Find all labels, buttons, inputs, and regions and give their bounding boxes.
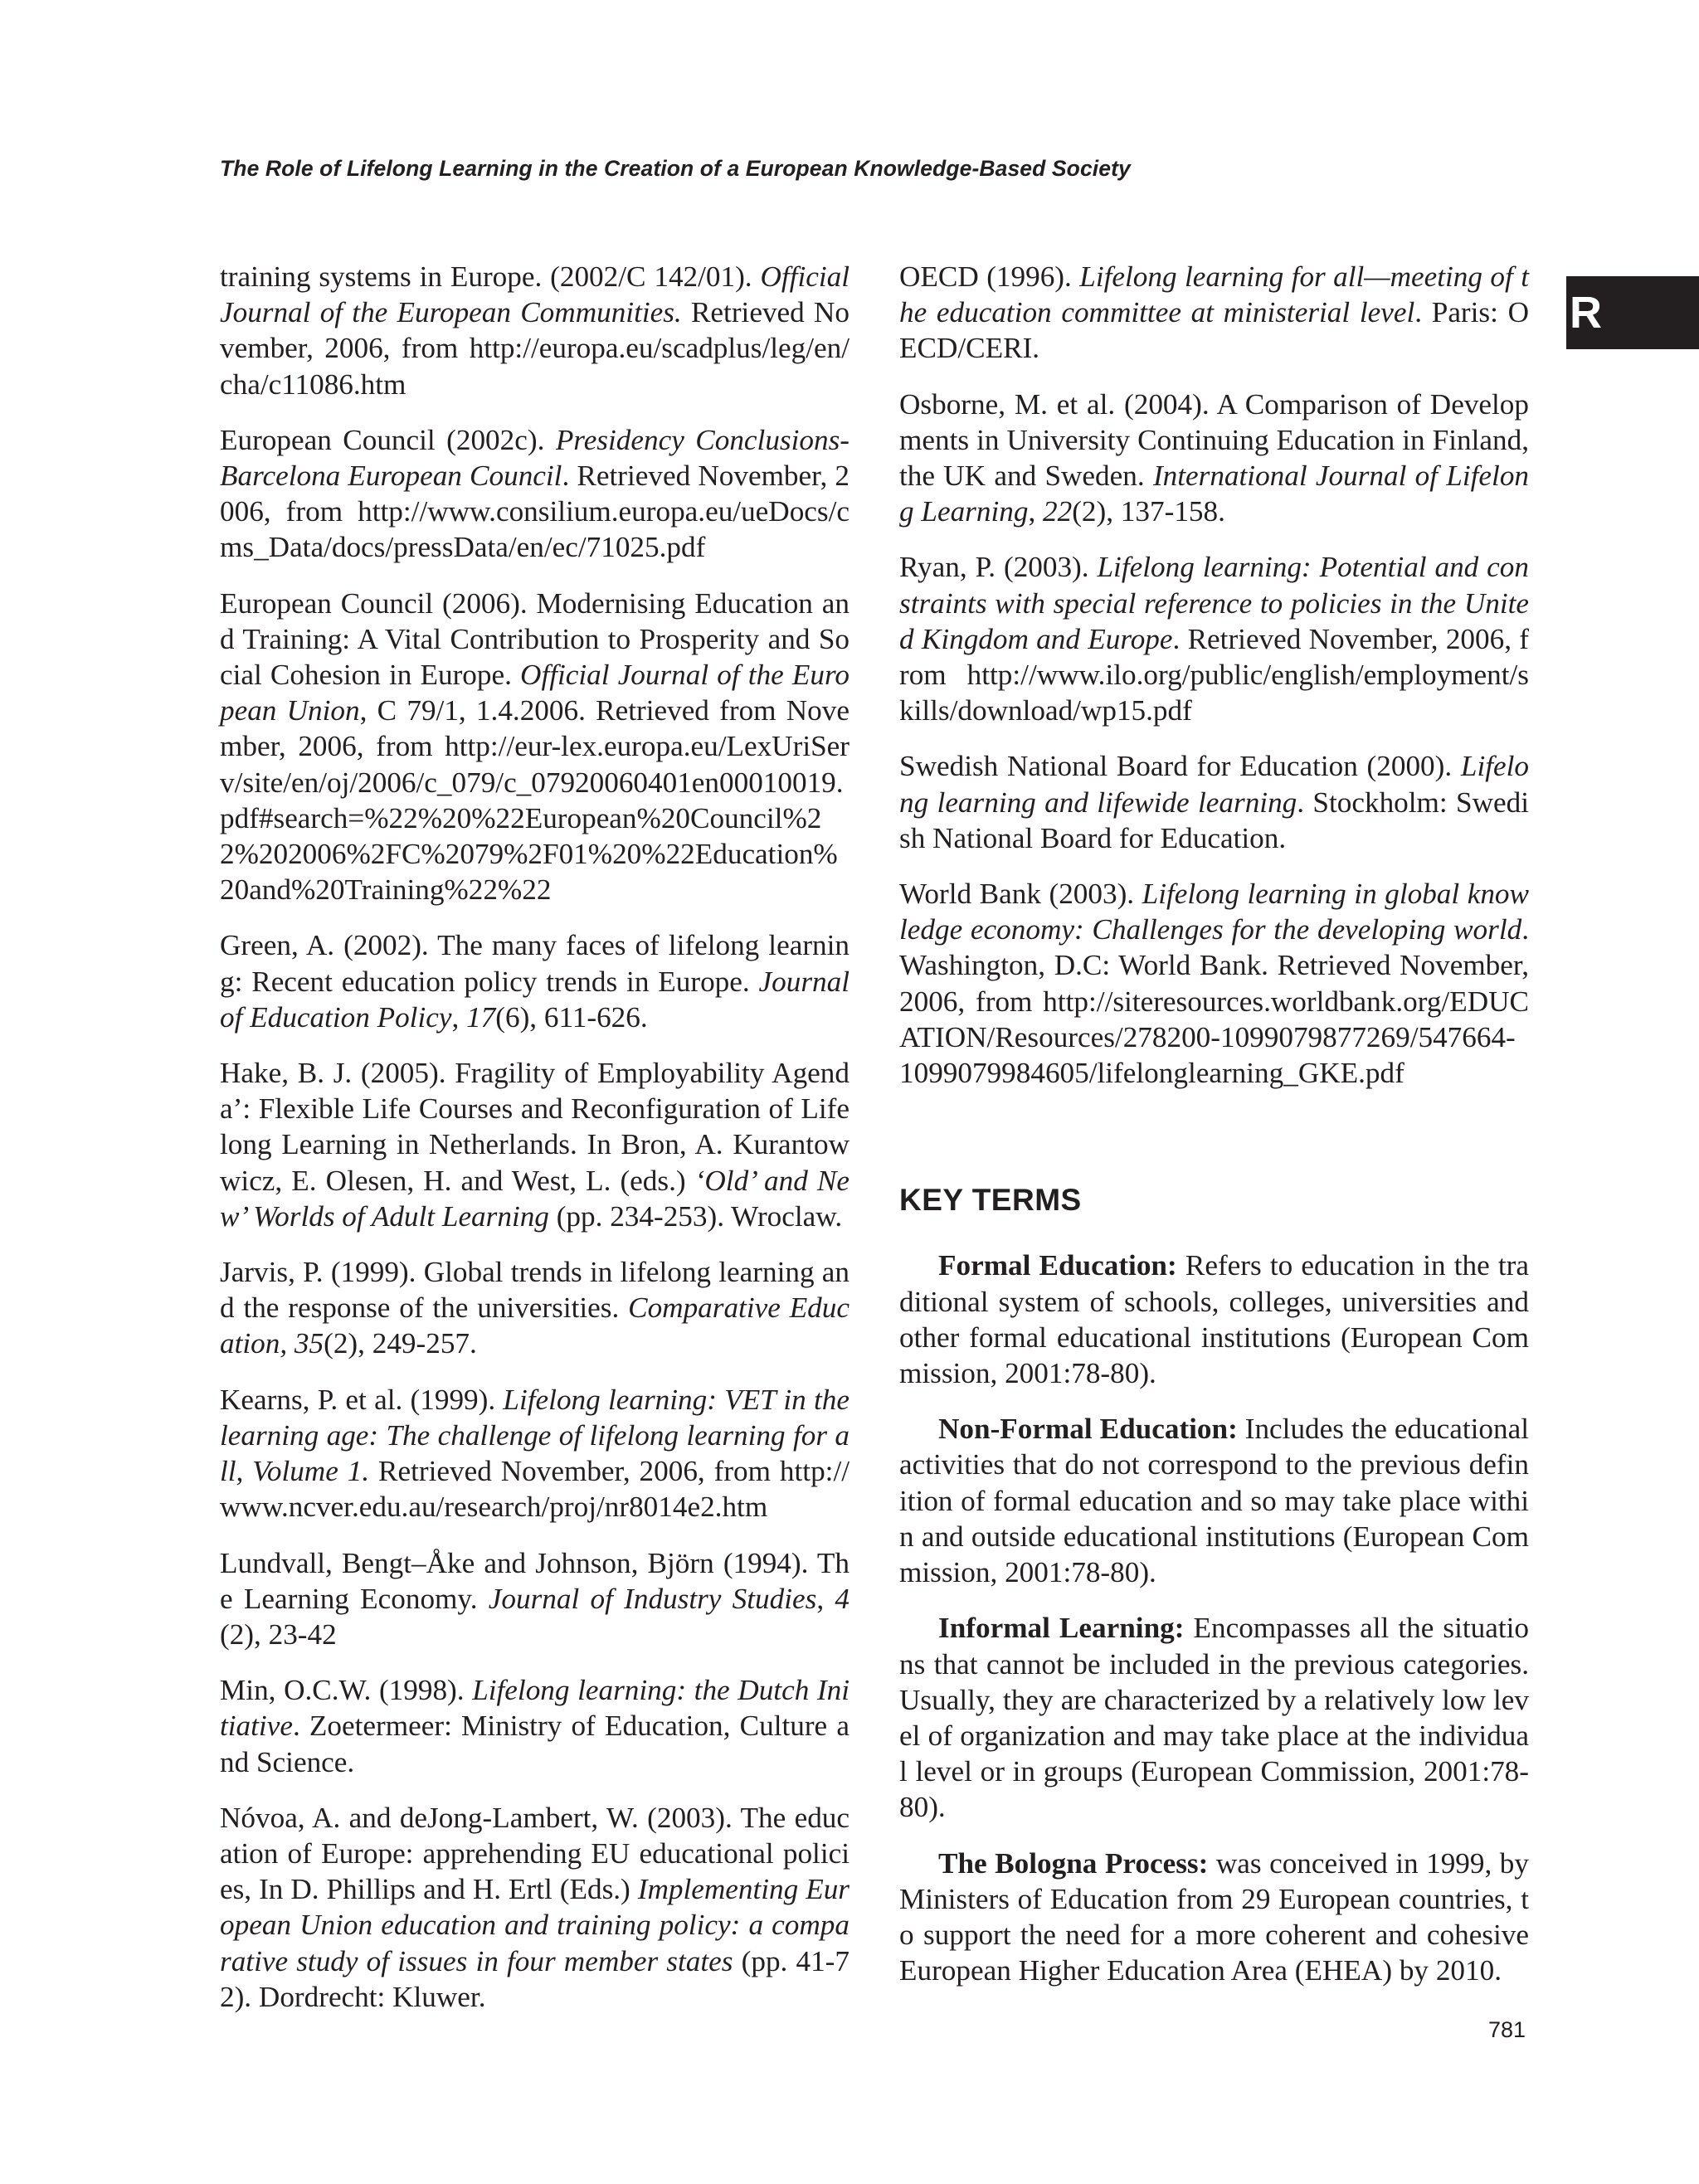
key-term-definition: was conceived in 1999, by Ministers of Education from 29 European countries, to support the need for a more coherent and cohesive European Higher Education Area (EHEA) by 2010. <box>899 1846 1529 1987</box>
key-term <box>899 1411 1529 1590</box>
reference-text: World Bank (2003). <box>899 878 1142 911</box>
reference-title: Lifelong learning for all—meeting of the education committee at ministerial level <box>899 260 1529 329</box>
reference-text: Osborne, M. et al. (2004). A Comparison of Developments in University Continuing Education in Finland, the UK and Sweden. <box>899 387 1529 493</box>
key-term-name: Formal Education: <box>938 1249 1177 1282</box>
reference-entry <box>220 1254 850 1362</box>
reference-text: (2), 23-42 <box>220 1617 337 1651</box>
reference-volume: 22 <box>1043 495 1073 528</box>
reference-text: Retrieved November, 2006, from http://www.ncver.edu.au/research/proj/nr8014e2.htm <box>220 1455 850 1524</box>
reference-text: (pp. 41-72). Dordrecht: Kluwer. <box>220 1944 850 2013</box>
reference-text: . Stockholm: Swedish National Board for Education. <box>899 786 1529 854</box>
reference-text: training systems in Europe. (2002/C 142/01). <box>220 260 761 293</box>
reference-text: Min, O.C.W. (1998). <box>220 1674 473 1707</box>
reference-entry <box>220 259 850 402</box>
key-term-definition: Includes the educational activities that do not correspond to the previous definition of formal education and so may take place within and outside educational institutions (European Commission, 2001:78-80). <box>899 1413 1529 1589</box>
reference-text: Ryan, P. (2003). <box>899 551 1098 584</box>
section-gap <box>899 1111 1529 1182</box>
reference-text: (2), 249-257. <box>324 1327 477 1360</box>
reference-entry <box>899 259 1529 367</box>
reference-text: , <box>1028 495 1044 528</box>
key-term-name: Informal Learning: <box>938 1612 1185 1645</box>
key-term-definition: Refers to education in the traditional system of schools, colleges, universities and other formal educational institutions (European Commission, 2001:78-80). <box>899 1249 1529 1390</box>
reference-title: ‘Old’ and New’ Worlds of Adult Learning <box>220 1164 850 1233</box>
reference-title: Journal of Industry Studies <box>488 1582 817 1615</box>
running-head: The Role of Lifelong Learning in the Creation of a European Knowledge-Based Society <box>220 156 1131 181</box>
reference-title: Presidency Conclusions-Barcelona European Council <box>220 423 850 493</box>
reference-title: Official Journal of the European Communities. <box>220 260 850 329</box>
reference-entry <box>220 1672 850 1780</box>
key-term-definition: Encompasses all the situations that cannot be included in the previous categories. Usually, they are characterized by a relatively low level of organization and may take place at the individual level or in groups (European Commission, 2001:78-80). <box>899 1612 1529 1824</box>
reference-text: European Council (2002c). <box>220 423 556 456</box>
key-term <box>899 1610 1529 1825</box>
reference-title: Journal of Education Policy <box>220 965 850 1034</box>
reference-text: . Paris: OECD/CERI. <box>899 296 1529 365</box>
right-column <box>899 259 1529 2008</box>
reference-text: Nóvoa, A. and deJong-Lambert, W. (2003). The education of Europe: apprehending EU educational policies, In D. Phillips and H. Ertl (Eds.) <box>220 1801 850 1906</box>
reference-entry <box>899 876 1529 1091</box>
reference-title: International Journal of Lifelong Learning <box>899 460 1530 528</box>
section-tab-letter: R <box>1570 288 1602 338</box>
reference-volume: 17 <box>466 1000 496 1034</box>
reference-text: . Retrieved November, 2006, from http://www.consilium.europa.eu/ueDocs/cms_Data/docs/pressData/en/ec/71025.pdf <box>220 460 850 564</box>
reference-text: Kearns, P. et al. (1999). <box>220 1383 504 1416</box>
key-term <box>899 1248 1529 1391</box>
reference-text: , C 79/1, 1.4.2006. Retrieved from November, 2006, from http://eur-lex.europa.eu/LexUriServ/site/en/oj/2006/c_079/c_07920060401en00010019.pdf#search=%22%20%22European%20Council%22%202006%2FC%2079%2F01%20%22Education%20and%20Training%22%22 <box>220 694 850 907</box>
reference-title: Lifelong learning and lifewide learning <box>899 750 1529 819</box>
reference-title: Comparative Education, 35 <box>220 1291 850 1360</box>
reference-entry <box>220 586 850 908</box>
reference-text: Lundvall, Bengt–Åke and Johnson, Björn (1994). The Learning Economy. <box>220 1546 850 1615</box>
key-terms-heading: KEY TERMS <box>899 1183 1082 1218</box>
reference-title: Official Journal of the European Union <box>220 659 850 727</box>
reference-text: . Zoetermeer: Ministry of Education, Culture and Science. <box>220 1710 850 1778</box>
reference-text: , <box>816 1582 835 1615</box>
section-tab <box>1566 276 1699 349</box>
key-term-name: Non-Formal Education: <box>938 1413 1238 1446</box>
reference-volume: 4 <box>835 1582 850 1615</box>
reference-text: (2), 137-158. <box>1072 495 1225 528</box>
reference-text: , <box>451 1000 467 1034</box>
reference-text: Jarvis, P. (1999). Global trends in lifelong learning and the response of the universities. <box>220 1256 850 1325</box>
reference-title: Implementing European Union education and training policy: a comparative study of issues in four member states <box>220 1873 850 1977</box>
reference-entry <box>220 927 850 1035</box>
reference-title: Lifelong learning: VET in the learning age: The challenge of lifelong learning for all, Volume 1. <box>220 1383 850 1488</box>
reference-text: Swedish National Board for Education (2000). <box>899 750 1461 783</box>
reference-entry <box>220 422 850 566</box>
reference-title: Lifelong learning in global knowledge economy: Challenges for the developing world <box>899 878 1529 946</box>
reference-title: Lifelong learning: the Dutch Initiative <box>220 1674 850 1743</box>
reference-entry <box>899 549 1529 728</box>
reference-text: Green, A. (2002). The many faces of lifelong learning: Recent education policy trends in Europe. <box>220 929 850 998</box>
key-term <box>899 1846 1529 1989</box>
reference-text: Retrieved November, 2006, from http://europa.eu/scadplus/leg/en/cha/c11086.htm <box>220 296 850 401</box>
reference-entry <box>899 387 1529 530</box>
reference-entry <box>220 1800 850 2015</box>
reference-text: OECD (1996). <box>899 260 1080 293</box>
reference-entry <box>220 1545 850 1653</box>
reference-text: . Washington, D.C: World Bank. Retrieved November, 2006, from http://siteresources.worldbank.org/EDUCATION/Resources/278200-1099079877269/547664-1099079984605/lifelonglearning_GKE.pdf <box>899 913 1529 1090</box>
reference-text: European Council (2006). Modernising Education and Training: A Vital Contribution to Prosperity and Social Cohesion in Europe. <box>220 586 850 692</box>
reference-text: Hake, B. J. (2005). Fragility of Employability Agenda’: Flexible Life Courses and Reconfiguration of Lifelong Learning in Netherlands. In Bron, A. Kurantowwicz, E. Olesen, H. and West, L. (eds.) <box>220 1057 850 1197</box>
reference-entry <box>220 1382 850 1525</box>
reference-text: (6), 611-626. <box>495 1000 648 1034</box>
key-term-name: The Bologna Process: <box>938 1846 1209 1880</box>
reference-text: (pp. 234-253). Wroclaw. <box>548 1199 843 1233</box>
page-number: 781 <box>1488 2017 1526 2042</box>
reference-title: Lifelong learning: Potential and constraints with special reference to policies in the United Kingdom and Europe <box>899 551 1529 655</box>
reference-entry <box>899 748 1529 856</box>
reference-text: . Retrieved November, 2006, from http://www.ilo.org/public/english/employment/skills/download/wp15.pdf <box>899 622 1529 727</box>
left-column <box>220 259 850 2035</box>
reference-entry <box>220 1055 850 1234</box>
